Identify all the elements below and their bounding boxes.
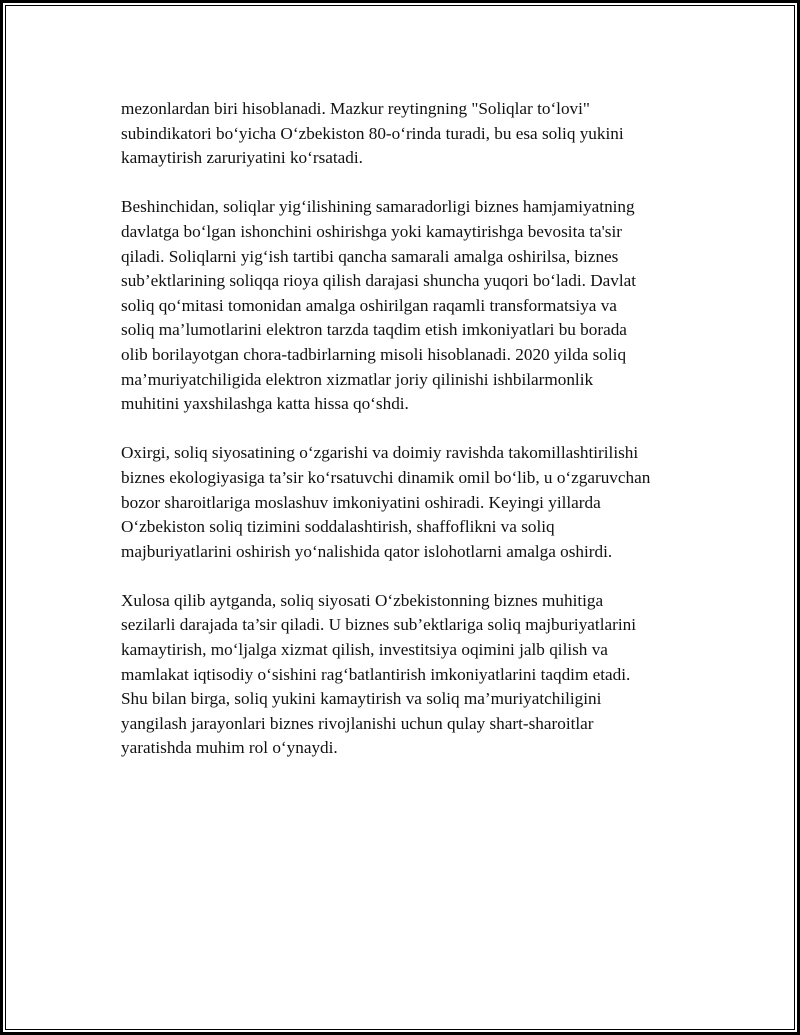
paragraph-fifth-point [121,195,701,416]
text-line: davlatga boʻlgan ishonchini oshirishga yoki kamaytirishga bevosita ta'sir [121,221,622,241]
text-line: Xulosa qilib aytganda, soliq siyosati Oʻzbekistonning biznes muhitiga [121,590,604,610]
paragraph-intro-continuation [121,97,701,171]
text-line: olib borilayotgan chora-tadbirlarning misoli hisoblanadi. 2020 yilda soliq [121,344,627,364]
text-line: subindikatori boʻyicha Oʻzbekiston 80-oʻrinda turadi, bu esa soliq yukini [121,123,624,143]
text-line: Shu bilan birga, soliq yukini kamaytirish va soliq ma’muriyatchiligini [121,689,602,709]
text-line: ma’muriyatchiligida elektron xizmatlar joriy qilinishi ishbilarmonlik [121,369,594,389]
paragraph-conclusion [121,589,701,761]
text-line: sezilarli darajada ta’sir qiladi. U biznes sub’ektlariga soliq majburiyatlarini [121,615,636,635]
text-line: mezonlardan biri hisoblanadi. Mazkur reytingning "Soliqlar toʻlovi" [121,99,590,118]
text-line: yaratishda muhim rol oʻynaydi. [121,738,338,758]
text-line: sub’ektlarining soliqqa rioya qilish darajasi shuncha yuqori boʻladi. Davlat [121,271,637,291]
text-line: kamaytirish zaruriyatini koʻrsatadi. [121,148,363,168]
text-line: yangilash jarayonlari biznes rivojlanishi uchun qulay shart-sharoitlar [121,713,594,733]
text-line: qiladi. Soliqlarni yigʻish tartibi qancha samarali amalga oshirilsa, biznes [121,246,619,266]
text-line: Oʻzbekiston soliq tizimini soddalashtirish, shaffoflikni va soliq [121,517,555,537]
text-line: majburiyatlarini oshirish yoʻnalishida qator islohotlarni amalga oshirdi. [121,541,613,561]
text-line: mamlakat iqtisodiy oʻsishini ragʻbatlantirish imkoniyatlarini taqdim etadi. [121,664,631,684]
paragraph-final-point [121,441,701,564]
document-body [121,97,701,786]
text-line: soliq qoʻmitasi tomonidan amalga oshirilgan raqamli transformatsiya va [121,295,617,315]
text-line: biznes ekologiyasiga ta’sir koʻrsatuvchi dinamik omil boʻlib, u oʻzgaruvchan [121,467,651,487]
text-line: Beshinchidan, soliqlar yigʻilishining samaradorligi biznes hamjamiyatning [121,197,635,217]
text-line: muhitini yaxshilashga katta hissa qoʻshdi. [121,394,409,414]
text-line: bozor sharoitlariga moslashuv imkoniyatini oshiradi. Keyingi yillarda [121,492,601,512]
text-line: soliq ma’lumotlarini elektron tarzda taqdim etish imkoniyatlari bu borada [121,320,627,340]
text-line: Oxirgi, soliq siyosatining oʻzgarishi va doimiy ravishda takomillashtirilishi [121,443,639,463]
text-line: kamaytirish, moʻljalga xizmat qilish, investitsiya oqimini jalb qilish va [121,640,608,660]
